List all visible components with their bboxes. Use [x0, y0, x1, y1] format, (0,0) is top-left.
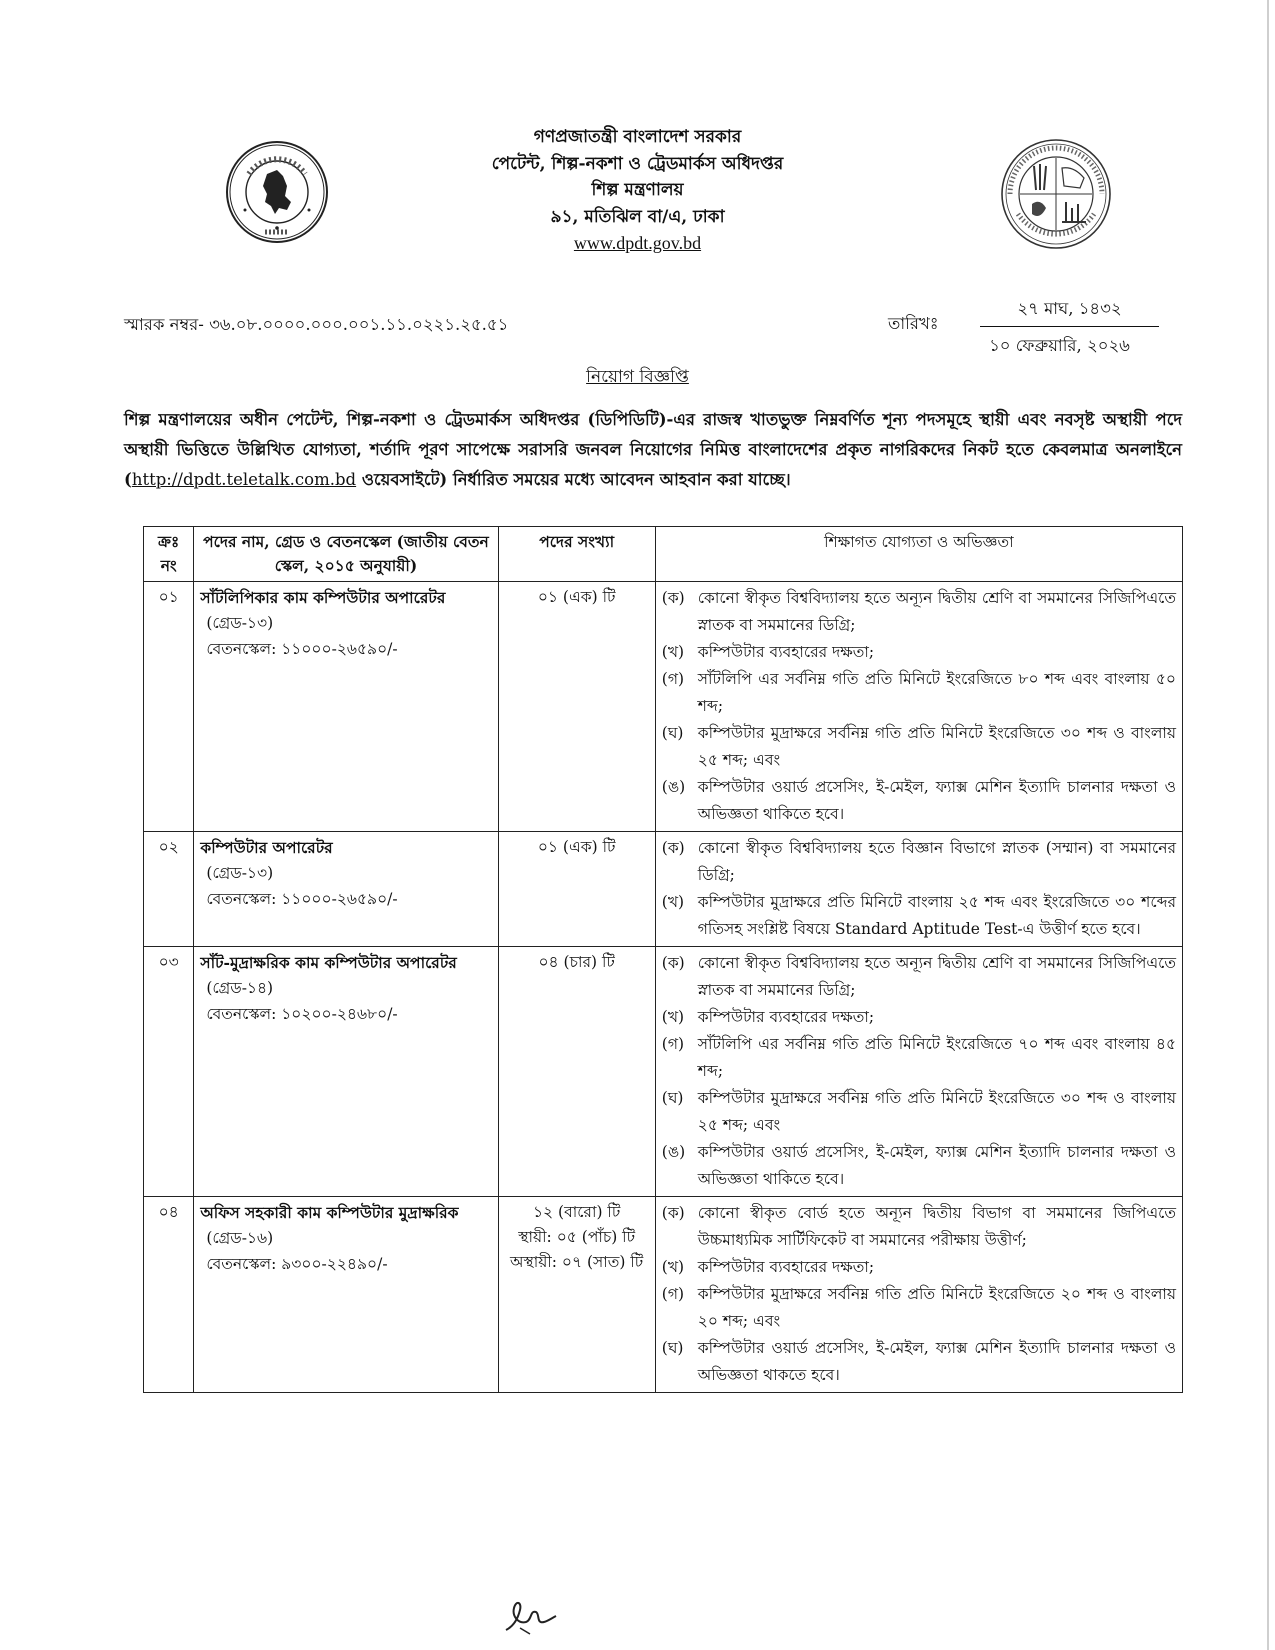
department-name: পেটেন্ট, শিল্প-নকশা ও ট্রেডমার্কস অধিদপ্তর: [491, 153, 784, 174]
qualification-list: [662, 1200, 1176, 1389]
post-name-cell: [194, 947, 498, 1197]
serial-cell: ০২: [144, 832, 194, 947]
qualification-marker: (গ): [661, 670, 685, 688]
post-name-header: পদের নাম, গ্রেড ও বেতনস্কেল (জাতীয় বেতন স্কেল, ২০১৫ অনুযায়ী): [194, 527, 498, 582]
qualification-text: কোনো স্বীকৃত বোর্ড হতে অন্যূন দ্বিতীয় বিভাগ বা সমমানের জিপিএতে উচ্চমাধ্যমিক সার্টিফিকেট বা সমমানের পরীক্ষায় উত্তীর্ণ;: [697, 1204, 1176, 1249]
post-count: ১২ (বারো) টি: [532, 1203, 621, 1221]
qualification-text: কোনো স্বীকৃত বিশ্ববিদ্যালয় হতে অন্যূন দ্বিতীয় শ্রেণি বা সমমানের সিজিপিএতে স্নাতক বা সমমানের ডিগ্রি;: [697, 954, 1176, 999]
qualification-marker: (খ): [661, 893, 685, 911]
qualification-marker: (ঘ): [661, 1089, 684, 1107]
qualification-text: কম্পিউটার ব্যবহারের দক্ষতা;: [697, 1258, 875, 1276]
post-scale: বেতনস্কেল: ৯৩০০-২২৪৯০/-: [206, 1255, 388, 1273]
post-name-cell: [194, 832, 498, 947]
qualification-text: সাঁটলিপি এর সর্বনিম্ন গতি প্রতি মিনিটে ইংরেজিতে ৮০ শব্দ এবং বাংলায় ৫০ শব্দ;: [697, 670, 1176, 715]
qualification-item: [662, 1139, 1176, 1193]
post-title: সাঁট-মুদ্রাক্ষরিক কাম কম্পিউটার অপারেটর: [200, 953, 457, 972]
qualification-text: কম্পিউটার ওয়ার্ড প্রসেসিং, ই-মেইল, ফ্যাক্স মেশিন ইত্যাদি চালনার দক্ষতা ও অভিজ্ঞতা থাকিতে হবে।: [697, 1143, 1176, 1188]
qualification-list: [662, 585, 1176, 828]
qualification-text: কম্পিউটার ওয়ার্ড প্রসেসিং, ই-মেইল, ফ্যাক্স মেশিন ইত্যাদি চালনার দক্ষতা ও অভিজ্ঞতা থাকতে হবে।: [697, 1339, 1176, 1384]
intro-paragraph: [124, 405, 1182, 495]
qualification-cell: [655, 832, 1182, 947]
qualification-marker: (ক): [661, 839, 685, 857]
serial-cell: ০১: [144, 582, 194, 832]
qualification-marker: (ক): [661, 954, 685, 972]
post-name-cell: [194, 1197, 498, 1393]
qualification-item: [662, 950, 1176, 1004]
table-row: [144, 832, 1183, 947]
qualification-marker: (গ): [661, 1285, 685, 1303]
post-count-header: পদের সংখ্যা: [498, 527, 655, 582]
bangla-date: ২৭ মাঘ, ১৪৩২: [980, 296, 1159, 327]
dpdt-seal-icon: [1000, 138, 1112, 250]
qualification-marker: (ঘ): [661, 1339, 684, 1357]
post-title: অফিস সহকারী কাম কম্পিউটার মুদ্রাক্ষরিক: [200, 1203, 459, 1222]
qualification-text: কম্পিউটার ব্যবহারের দক্ষতা;: [697, 643, 875, 661]
table-row: [144, 947, 1183, 1197]
table-header-row: [144, 527, 1183, 582]
post-count: ০১ (এক) টি: [537, 588, 616, 606]
qualification-marker: (গ): [661, 1035, 685, 1053]
signature-icon: [500, 1588, 560, 1638]
post-grade: (গ্রেড-১৬): [206, 1229, 274, 1247]
serial-cell: ০৩: [144, 947, 194, 1197]
qualification-marker: (খ): [661, 1008, 685, 1026]
qualification-list: [662, 950, 1176, 1193]
post-count-cell: [498, 1197, 655, 1393]
qualification-cell: [655, 582, 1182, 832]
post-scale: বেতনস্কেল: ১০২০০-২৪৬৮০/-: [206, 1005, 398, 1023]
serial-cell: ০৪: [144, 1197, 194, 1393]
bangladesh-govt-seal-icon: [225, 140, 329, 244]
qualification-item: [662, 639, 1176, 666]
qualification-item: [662, 1031, 1176, 1085]
date-label: তারিখঃ: [888, 314, 939, 333]
post-count: ০৪ (চার) টি: [538, 953, 615, 971]
post-count-cell: [498, 947, 655, 1197]
intro-text-before: শিল্প মন্ত্রণালয়ের অধীন পেটেন্ট, শিল্প-নকশা ও ট্রেডমার্কস অধিদপ্তর (ডিপিডিটি)-এর রাজস্ব খাতভুক্ত নিম্নবর্ণিত শূন্য পদসমূহে স্থায়ী এবং নবসৃষ্ট অস্থায়ী পদে অস্থায়ী ভিত্তিতে উল্লিখিত যোগ্যতা, শর্তাদি পূরণ সাপেক্ষে সরাসরি জনবল নিয়োগের নিমিত্ত বাংলাদেশের প্রকৃত নাগরিকদের নিকট হতে কেবলমাত্র অনলাইনে (: [124, 410, 1182, 489]
qualification-text: কম্পিউটার মুদ্রাক্ষরে সর্বনিম্ন গতি প্রতি মিনিটে ইংরেজিতে ৩০ শব্দ ও বাংলায় ২৫ শব্দ; এবং: [697, 724, 1176, 769]
qualification-marker: (ক): [661, 1204, 685, 1222]
post-grade: (গ্রেড-১৩): [206, 614, 274, 632]
qualification-cell: [655, 1197, 1182, 1393]
qualification-item: [662, 1254, 1176, 1281]
serial-header: ক্রঃ নং: [144, 527, 194, 582]
post-scale: বেতনস্কেল: ১১০০০-২৬৫৯০/-: [206, 890, 398, 908]
qualification-marker: (ঙ): [661, 1143, 686, 1161]
post-name-cell: [194, 582, 498, 832]
letterhead: [350, 124, 925, 256]
qualification-marker: (খ): [661, 643, 685, 661]
qualification-text: কম্পিউটার মুদ্রাক্ষরে সর্বনিম্ন গতি প্রতি মিনিটে ইংরেজিতে ২০ শব্দ ও বাংলায় ২০ শব্দ; এবং: [697, 1285, 1176, 1330]
govt-name: গণপ্রজাতন্ত্রী বাংলাদেশ সরকার: [533, 127, 742, 147]
qualification-item: [662, 720, 1176, 774]
qualification-marker: (ঙ): [661, 778, 686, 796]
post-count: ০১ (এক) টি: [537, 838, 616, 856]
qualification-header: শিক্ষাগত যোগ্যতা ও অভিজ্ঞতা: [655, 527, 1182, 582]
qualification-text: কম্পিউটার ব্যবহারের দক্ষতা;: [697, 1008, 875, 1026]
post-title: সাঁটলিপিকার কাম কম্পিউটার অপারেটর: [200, 588, 446, 607]
post-count-cell: [498, 832, 655, 947]
application-link[interactable]: http://dpdt.teletalk.com.bd: [131, 470, 357, 489]
qualification-text: সাঁটলিপি এর সর্বনিম্ন গতি প্রতি মিনিটে ইংরেজিতে ৭০ শব্দ এবং বাংলায় ৪৫ শব্দ;: [697, 1035, 1176, 1080]
qualification-item: [662, 1200, 1176, 1254]
post-count: স্থায়ী: ০৫ (পাঁচ) টি: [518, 1228, 636, 1246]
post-title: কম্পিউটার অপারেটর: [200, 838, 333, 857]
qualification-text: কোনো স্বীকৃত বিশ্ববিদ্যালয় হতে অন্যূন দ্বিতীয় শ্রেণি বা সমমানের সিজিপিএতে স্নাতক বা সমমানের ডিগ্রি;: [697, 589, 1176, 634]
qualification-item: [662, 1004, 1176, 1031]
table-row: [144, 1197, 1183, 1393]
qualification-marker: (ঘ): [661, 724, 684, 742]
intro-text-after: ওয়েবসাইটে) নির্ধারিত সময়ের মধ্যে আবেদন আহবান করা যাচ্ছে।: [356, 470, 791, 489]
qualification-item: [662, 889, 1176, 943]
qualification-item: [662, 1085, 1176, 1139]
website-link[interactable]: www.dpdt.gov.bd: [573, 233, 702, 253]
ministry-name: শিল্প মন্ত্রণালয়: [591, 180, 684, 200]
qualification-marker: (খ): [661, 1258, 685, 1276]
post-count-cell: [498, 582, 655, 832]
qualification-item: [662, 774, 1176, 828]
office-address: ৯১, মতিঝিল বা/এ, ঢাকা: [550, 206, 725, 227]
post-grade: (গ্রেড-১৪): [206, 979, 274, 997]
qualification-item: [662, 1335, 1176, 1389]
memo-number: স্মারক নম্বর- ৩৬.০৮.০০০০.০০০.০০১.১১.০২২১.২৫.৫১: [124, 315, 509, 334]
table-row: [144, 582, 1183, 832]
notice-title: [0, 364, 1275, 392]
qualification-item: [662, 666, 1176, 720]
qualification-cell: [655, 947, 1182, 1197]
qualification-marker: (ক): [661, 589, 685, 607]
post-count: অস্থায়ী: ০৭ (সাত) টি: [510, 1253, 644, 1271]
qualification-text: কোনো স্বীকৃত বিশ্ববিদ্যালয় হতে বিজ্ঞান বিভাগে স্নাতক (সম্মান) বা সমমানের ডিগ্রি;: [697, 839, 1176, 884]
qualification-text: কম্পিউটার মুদ্রাক্ষরে প্রতি মিনিটে বাংলায় ২৫ শব্দ এবং ইংরেজিতে ৩০ শব্দের গতিসহ সংশ্লিষ্ট বিষয়ে Standard Aptitude Test-এ উত্তীর্ণ হতে হবে।: [697, 893, 1176, 938]
table-body: [144, 582, 1183, 1393]
date-block: [952, 296, 1167, 360]
qualification-item: [662, 1281, 1176, 1335]
qualification-list: [662, 835, 1176, 943]
qualification-text: কম্পিউটার ওয়ার্ড প্রসেসিং, ই-মেইল, ফ্যাক্স মেশিন ইত্যাদি চালনার দক্ষতা ও অভিজ্ঞতা থাকিতে হবে।: [697, 778, 1176, 823]
scan-edge: [1267, 0, 1269, 1650]
qualification-item: [662, 835, 1176, 889]
qualification-text: কম্পিউটার মুদ্রাক্ষরে সর্বনিম্ন গতি প্রতি মিনিটে ইংরেজিতে ৩০ শব্দ ও বাংলায় ২৫ শব্দ; এবং: [697, 1089, 1176, 1134]
post-grade: (গ্রেড-১৩): [206, 864, 274, 882]
english-date: ১০ ফেব্রুয়ারি, ২০২৬: [989, 336, 1130, 355]
notice-title-text: নিয়োগ বিজ্ঞপ্তি: [586, 367, 689, 387]
qualification-item: [662, 585, 1176, 639]
post-scale: বেতনস্কেল: ১১০০০-২৬৫৯০/-: [206, 640, 398, 658]
posts-table: [143, 526, 1183, 1393]
